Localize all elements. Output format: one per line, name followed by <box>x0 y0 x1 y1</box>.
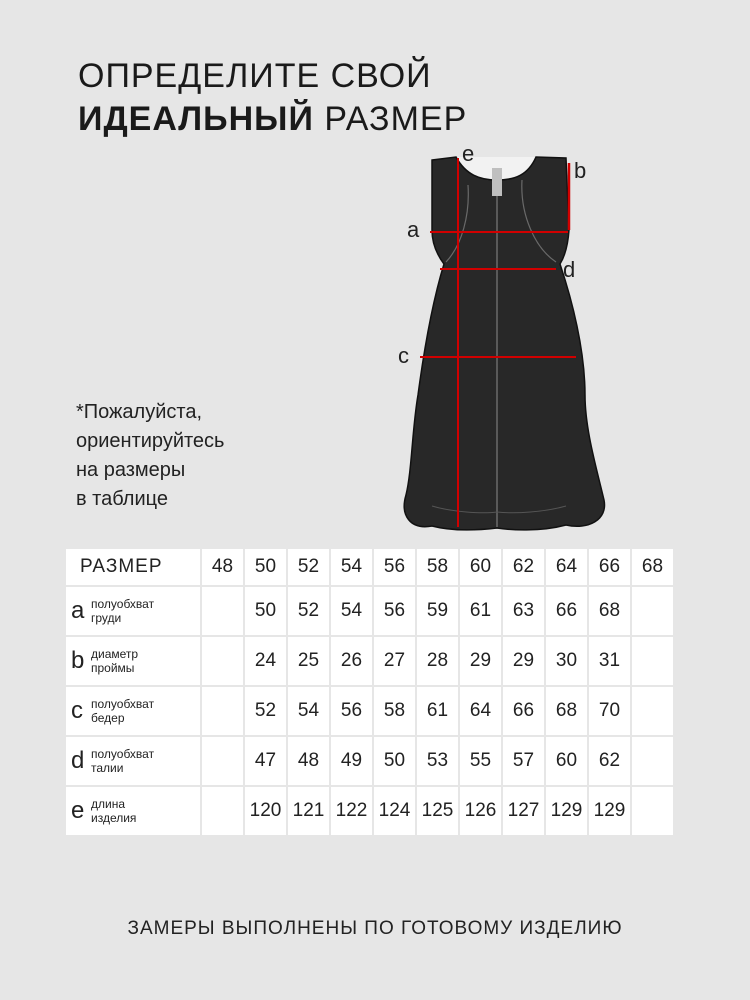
measurement-value-cell: 56 <box>331 687 372 735</box>
measurement-value-cell: 54 <box>288 687 329 735</box>
label-e: e <box>462 141 475 166</box>
measurement-value-cell <box>202 737 243 785</box>
size-header-cell: 48 <box>202 549 243 585</box>
size-header-cell: 52 <box>288 549 329 585</box>
measurement-value-cell: 50 <box>245 587 286 635</box>
measurement-value-cell: 70 <box>589 687 630 735</box>
measurement-value-cell: 126 <box>460 787 501 835</box>
measurement-value-cell: 24 <box>245 637 286 685</box>
size-header-cell: 64 <box>546 549 587 585</box>
measurement-value-cell: 61 <box>417 687 458 735</box>
measurement-value-cell: 129 <box>589 787 630 835</box>
measurement-value-cell: 30 <box>546 637 587 685</box>
size-note-line: на размеры <box>76 459 186 481</box>
size-note-line: *Пожалуйста, <box>76 401 203 423</box>
dress-silhouette <box>404 157 604 530</box>
measurement-value-cell: 68 <box>546 687 587 735</box>
title-line-1: ОПРЕДЕЛИТЕ СВОЙ <box>78 57 432 95</box>
measurement-value-cell: 49 <box>331 737 372 785</box>
size-note-line: в таблице <box>76 488 168 510</box>
measurement-row-label <box>66 587 200 635</box>
size-note <box>76 398 224 514</box>
measurement-letter: c <box>71 697 83 724</box>
measurement-value-cell: 50 <box>374 737 415 785</box>
measurement-description: полуобхват бедер <box>91 697 155 725</box>
measurement-value-cell <box>632 737 673 785</box>
measurement-description: полуобхват груди <box>91 597 155 625</box>
measurement-value-cell: 59 <box>417 587 458 635</box>
size-header-cell: 50 <box>245 549 286 585</box>
measurement-row-e <box>66 787 673 835</box>
size-header-cell: 60 <box>460 549 501 585</box>
measurement-value-cell: 54 <box>331 587 372 635</box>
size-header-cell: 54 <box>331 549 372 585</box>
label-c: c <box>398 343 409 368</box>
measurement-value-cell: 63 <box>503 587 544 635</box>
measurement-value-cell: 53 <box>417 737 458 785</box>
measurement-description: полуобхват талии <box>91 747 155 775</box>
measurement-value-cell: 68 <box>589 587 630 635</box>
title-rest-word: РАЗМЕР <box>324 100 468 138</box>
measurement-value-cell: 129 <box>546 787 587 835</box>
measurement-row-c <box>66 687 673 735</box>
measurement-value-cell: 29 <box>503 637 544 685</box>
measurement-value-cell: 127 <box>503 787 544 835</box>
size-note-line: ориентируйтесь <box>76 430 225 452</box>
size-header-cell: 66 <box>589 549 630 585</box>
measurement-value-cell: 124 <box>374 787 415 835</box>
measurement-value-cell: 66 <box>546 587 587 635</box>
size-header-cell: 68 <box>632 549 673 585</box>
measurement-value-cell: 61 <box>460 587 501 635</box>
measurement-value-cell <box>202 587 243 635</box>
zipper-top <box>492 168 502 196</box>
measurement-value-cell: 26 <box>331 637 372 685</box>
measurement-value-cell: 52 <box>245 687 286 735</box>
footer-text: ЗАМЕРЫ ВЫПОЛНЕНЫ ПО ГОТОВОМУ ИЗДЕЛИЮ <box>127 918 623 939</box>
size-header-cell: 58 <box>417 549 458 585</box>
measurement-value-cell: 31 <box>589 637 630 685</box>
measurement-value-cell: 56 <box>374 587 415 635</box>
measurement-value-cell: 47 <box>245 737 286 785</box>
measurement-letter: b <box>71 647 85 674</box>
measurement-value-cell: 60 <box>546 737 587 785</box>
measurement-description: длина изделия <box>91 797 137 825</box>
measurement-value-cell <box>632 787 673 835</box>
measurement-row-label <box>66 637 200 685</box>
measurement-value-cell <box>202 787 243 835</box>
measurement-value-cell: 57 <box>503 737 544 785</box>
measurement-row-d <box>66 737 673 785</box>
measurement-value-cell <box>632 687 673 735</box>
measurement-value-cell: 58 <box>374 687 415 735</box>
size-header-label: РАЗМЕР <box>66 549 200 585</box>
measurement-value-cell: 28 <box>417 637 458 685</box>
measurement-value-cell: 29 <box>460 637 501 685</box>
size-header-cell: 62 <box>503 549 544 585</box>
label-b: b <box>574 158 587 183</box>
measurement-row-label <box>66 787 200 835</box>
size-header-row <box>66 549 673 585</box>
measurement-letter: a <box>71 597 85 624</box>
measurement-letter: d <box>71 747 85 774</box>
measurement-value-cell: 27 <box>374 637 415 685</box>
title-bold-word: ИДЕАЛЬНЫЙ <box>78 100 314 138</box>
measurement-value-cell: 64 <box>460 687 501 735</box>
measurement-row-a <box>66 587 673 635</box>
measurement-value-cell: 121 <box>288 787 329 835</box>
measurement-value-cell <box>632 587 673 635</box>
measurement-value-cell: 122 <box>331 787 372 835</box>
measurement-value-cell: 52 <box>288 587 329 635</box>
measurement-value-cell: 125 <box>417 787 458 835</box>
label-d: d <box>563 257 576 282</box>
measurement-row-label <box>66 737 200 785</box>
label-a: a <box>407 217 420 242</box>
measurement-value-cell <box>202 687 243 735</box>
measurement-description: диаметр проймы <box>91 647 139 675</box>
measurement-value-cell: 25 <box>288 637 329 685</box>
measurement-row-b <box>66 637 673 685</box>
measurement-value-cell: 55 <box>460 737 501 785</box>
measurement-value-cell: 48 <box>288 737 329 785</box>
measurement-letter: e <box>71 797 85 824</box>
measurement-value-cell: 120 <box>245 787 286 835</box>
measurement-value-cell: 66 <box>503 687 544 735</box>
measurement-value-cell <box>632 637 673 685</box>
measurement-value-cell <box>202 637 243 685</box>
size-header-cell: 56 <box>374 549 415 585</box>
measurement-row-label <box>66 687 200 735</box>
measurement-value-cell: 62 <box>589 737 630 785</box>
size-table <box>64 547 675 837</box>
